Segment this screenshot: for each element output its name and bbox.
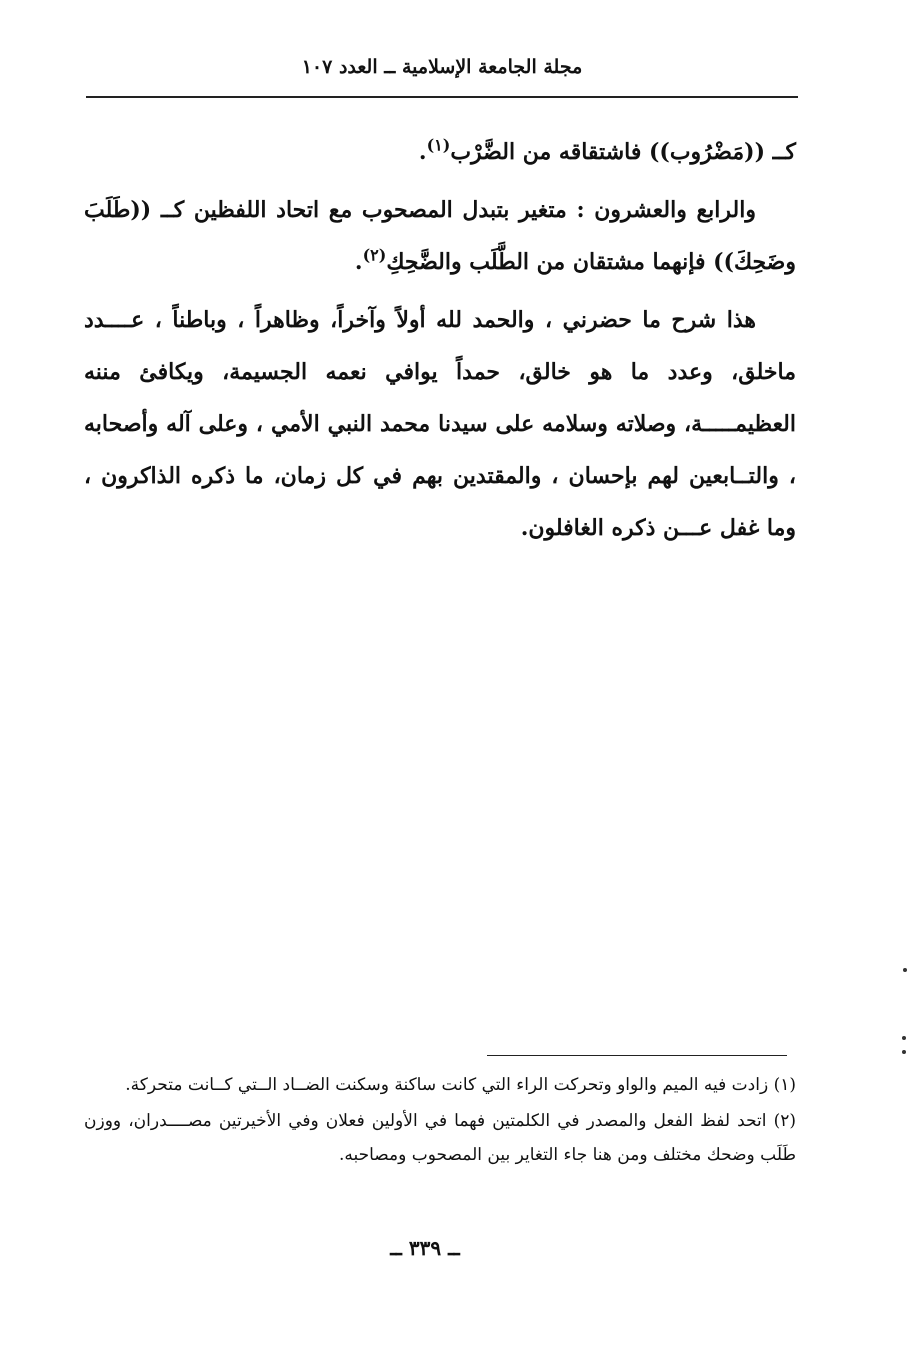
paragraph-text: كــ ((مَضْرُوب)) فاشتقاقه من الضَّرْب bbox=[450, 139, 796, 165]
paragraph-tail: . bbox=[354, 249, 363, 275]
paragraph-closing bbox=[84, 294, 796, 554]
scan-speck bbox=[903, 968, 907, 972]
scan-speck bbox=[902, 1036, 906, 1040]
page-number: ــ ٣٣٩ ــ bbox=[390, 1236, 460, 1260]
footnotes bbox=[84, 1068, 796, 1174]
paragraph-madrub bbox=[84, 126, 796, 178]
footnote-rule bbox=[487, 1055, 787, 1056]
paragraph-twenty-fourth bbox=[84, 184, 796, 288]
main-text bbox=[84, 126, 796, 560]
journal-header: مجلة الجامعة الإسلامية ــ العدد ١٠٧ bbox=[301, 56, 583, 78]
header-rule bbox=[86, 96, 798, 98]
footnote-2: (٢) اتحد لفظ الفعل والمصدر في الكلمتين فهما في الأولين فعلان وفي الأخيرتين مصــــدران، ووزن طَلَب وضحك مختلف ومن هنا جاء التغاير بين المصحوب ومصاحبه. bbox=[84, 1111, 796, 1165]
footnote-ref-1: (١) bbox=[426, 135, 451, 155]
footnote-ref-2: (٢) bbox=[362, 245, 387, 265]
paragraph-tail: . bbox=[418, 139, 427, 165]
footnote-1: (١) زادت فيه الميم والواو وتحركت الراء التي كانت ساكنة وسكنت الضــاد الــتي كــانت متحركة. bbox=[125, 1075, 796, 1095]
scan-speck bbox=[902, 1050, 906, 1054]
paragraph-text: والرابع والعشرون : متغير بتبدل المصحوب مع اتحاد اللفظين كــ ((طَلَبَ وضَحِكَ)) فإنهما مشتقان من الطَّلَب والضَّحِكِ bbox=[84, 197, 796, 275]
paragraph-text: هذا شرح ما حضرني ، والحمد لله أولاً وآخراً، وظاهراً ، وباطناً ، عــــدد ماخلق، وعدد ما هو خالق، حمداً يوافي نعمه الجسيمة، ويكافئ مننه العظيمـــــة، وصلاته وسلامه على سيدنا محمد النبي الأمي ، وعلى آله وأصحابه ، والتــابعين لهم بإحسان ، والمقتدين بهم في كل زمان، ما ذكره الذاكرون ، وما غفل عـــن ذكره الغافلون. bbox=[84, 307, 796, 541]
